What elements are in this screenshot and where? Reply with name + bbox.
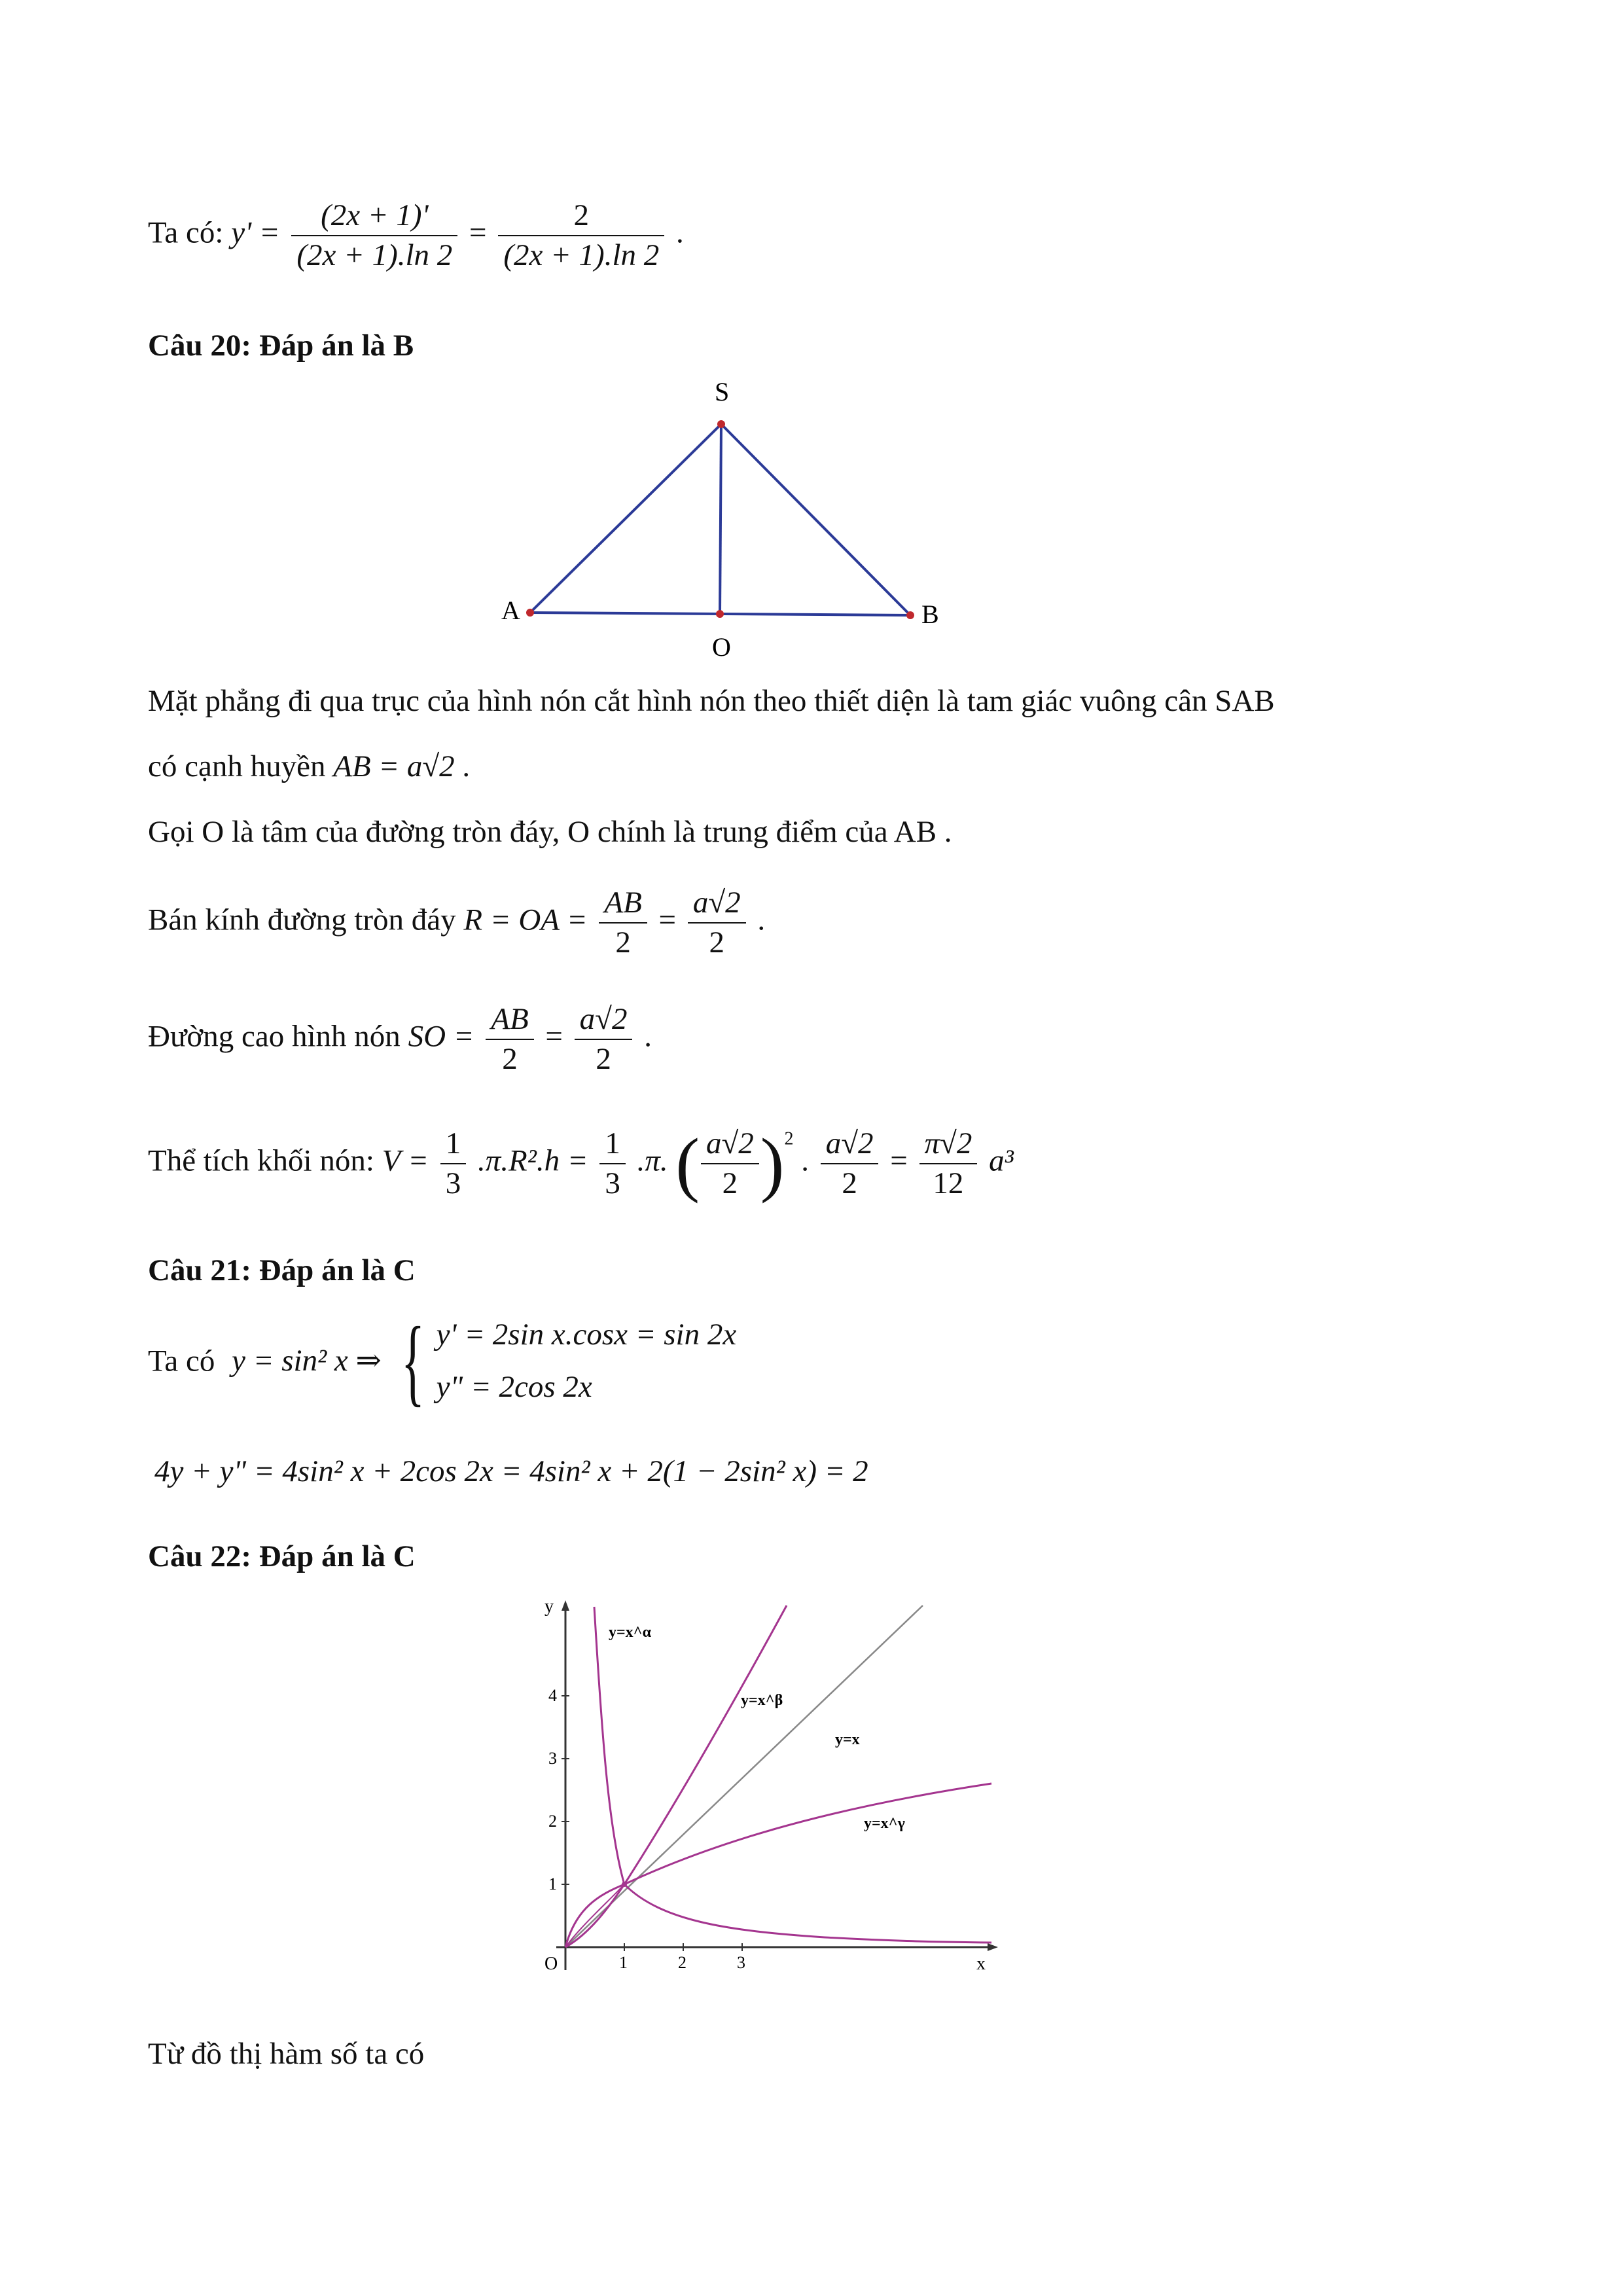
y-tick-label-4: 4 xyxy=(548,1686,557,1705)
y-axis-label: y xyxy=(544,1596,554,1617)
question-21-heading: Câu 21: Đáp án là C xyxy=(148,1253,416,1287)
point-o xyxy=(716,610,724,618)
radius-line: Bán kính đường tròn đáy R = OA = $\frac{AB}{2}$ = $\frac{a√2}{2}$ . xyxy=(148,884,765,962)
volume-fraction-5: $\frac{\pi√2}{12}$ xyxy=(919,1124,978,1203)
y-tick-label-2: 2 xyxy=(548,1812,557,1831)
height-fraction-1: $\frac{AB}{2}$ xyxy=(486,1000,533,1079)
paragraph-section: Mặt phẳng đi qua trục của hình nón cắt hình nón theo thiết diện là tam giác vuông cân SAB xyxy=(148,684,1275,718)
volume-line: Thể tích khối nón: V = $\frac{1}{3}$ .π.R².h = $\frac{1}{3}$ .π. ( $\frac{a√2}{2}$ )$^2$ . $\frac{a√2}{2}$ = $\frac{\pi√2}{12}$ a³ xyxy=(148,1123,1014,1204)
cone-cross-section-figure xyxy=(484,367,969,668)
system-row-2: y" = 2cos 2x xyxy=(436,1369,592,1404)
curve-beta xyxy=(565,1605,787,1947)
volume-fraction-3: $\frac{a√2}{2}$ xyxy=(701,1124,759,1203)
edge-so xyxy=(720,424,721,614)
radius-fraction-1: $\frac{AB}{2}$ xyxy=(599,884,647,962)
y-tick-label-1: 1 xyxy=(548,1874,557,1893)
x-tick-label-1: 1 xyxy=(619,1953,628,1972)
origin-label: O xyxy=(544,1954,558,1973)
intersection-point xyxy=(622,1882,627,1887)
height-line: Đường cao hình nón SO = $\frac{AB}{2}$ = $\frac{a√2}{2}$ . xyxy=(148,1000,652,1079)
x-axis-arrow xyxy=(988,1943,998,1951)
curve-identity xyxy=(565,1605,923,1947)
volume-fraction-1: $\frac{1}{3}$ xyxy=(440,1124,467,1203)
y-tick-label-3: 3 xyxy=(548,1749,557,1768)
volume-power: 2 xyxy=(784,1128,794,1149)
label-s: S xyxy=(715,377,730,406)
curve-identity-label: y=x xyxy=(835,1731,860,1748)
x-axis-label: x xyxy=(976,1954,986,1973)
curve-alpha-label: y=x^α xyxy=(609,1624,652,1641)
paragraph-hypotenuse: có cạnh huyền AB = a√2 . xyxy=(148,749,471,783)
volume-fraction-2: $\frac{1}{3}$ xyxy=(599,1124,626,1203)
edge-sb xyxy=(721,424,910,615)
label-a: A xyxy=(501,596,520,625)
paragraph-center: Gọi O là tâm của đường tròn đáy, O chính là trung điểm của AB . xyxy=(148,815,952,849)
second-derivative-system: Ta có y = sin² x ⇒ { y' = 2sin x.cosx = sin 2x y" = 2cos 2x xyxy=(148,1306,737,1416)
point-a xyxy=(526,609,534,617)
derivative-lhs: y' = xyxy=(231,215,280,250)
edge-sa xyxy=(530,424,721,613)
x-tick-label-3: 3 xyxy=(737,1953,745,1972)
label-b: B xyxy=(921,600,939,629)
volume-fraction-4: $\frac{a√2}{2}$ xyxy=(821,1124,879,1203)
radius-fraction-2: $\frac{a√2}{2}$ xyxy=(688,884,746,962)
label-o: O xyxy=(712,632,731,662)
question-22-heading: Câu 22: Đáp án là C xyxy=(148,1539,416,1573)
point-b xyxy=(906,611,914,619)
height-fraction-2: $\frac{a√2}{2}$ xyxy=(575,1000,633,1079)
derivative-fraction-2: $\frac{2}{(2x + 1).\ln 2}$ xyxy=(498,196,664,275)
curve-gamma-label: y=x^γ xyxy=(864,1815,905,1832)
derivative-prefix: Ta có: xyxy=(148,215,224,250)
question-20-heading: Câu 20: Đáp án là B xyxy=(148,329,414,363)
derivative-fraction-1: $\frac{(2x + 1)'}{(2x + 1).\ln 2}$ xyxy=(291,196,457,275)
hypotenuse-math: AB = a√2 xyxy=(333,749,455,783)
curve-beta-label: y=x^β xyxy=(741,1692,783,1709)
curve-alpha xyxy=(594,1607,991,1943)
power-functions-graph xyxy=(510,1594,1008,1973)
derivative-line: Ta có: y' = $\frac{(2x + 1)'}{(2x + 1).\ln 2}$ = $\frac{2}{(2x + 1).\ln 2}$ . xyxy=(148,196,684,275)
y-axis-arrow xyxy=(562,1600,569,1611)
system-row-1: y' = 2sin x.cosx = sin 2x xyxy=(436,1318,737,1352)
point-s xyxy=(717,420,725,428)
closing-text: Từ đồ thị hàm số ta có xyxy=(148,2037,425,2071)
x-tick-label-2: 2 xyxy=(678,1953,687,1972)
curve-gamma xyxy=(565,1784,991,1947)
identity-result: 4y + y" = 4sin² x + 2cos 2x = 4sin² x + 2(1 − 2sin² x) = 2 xyxy=(154,1454,868,1488)
